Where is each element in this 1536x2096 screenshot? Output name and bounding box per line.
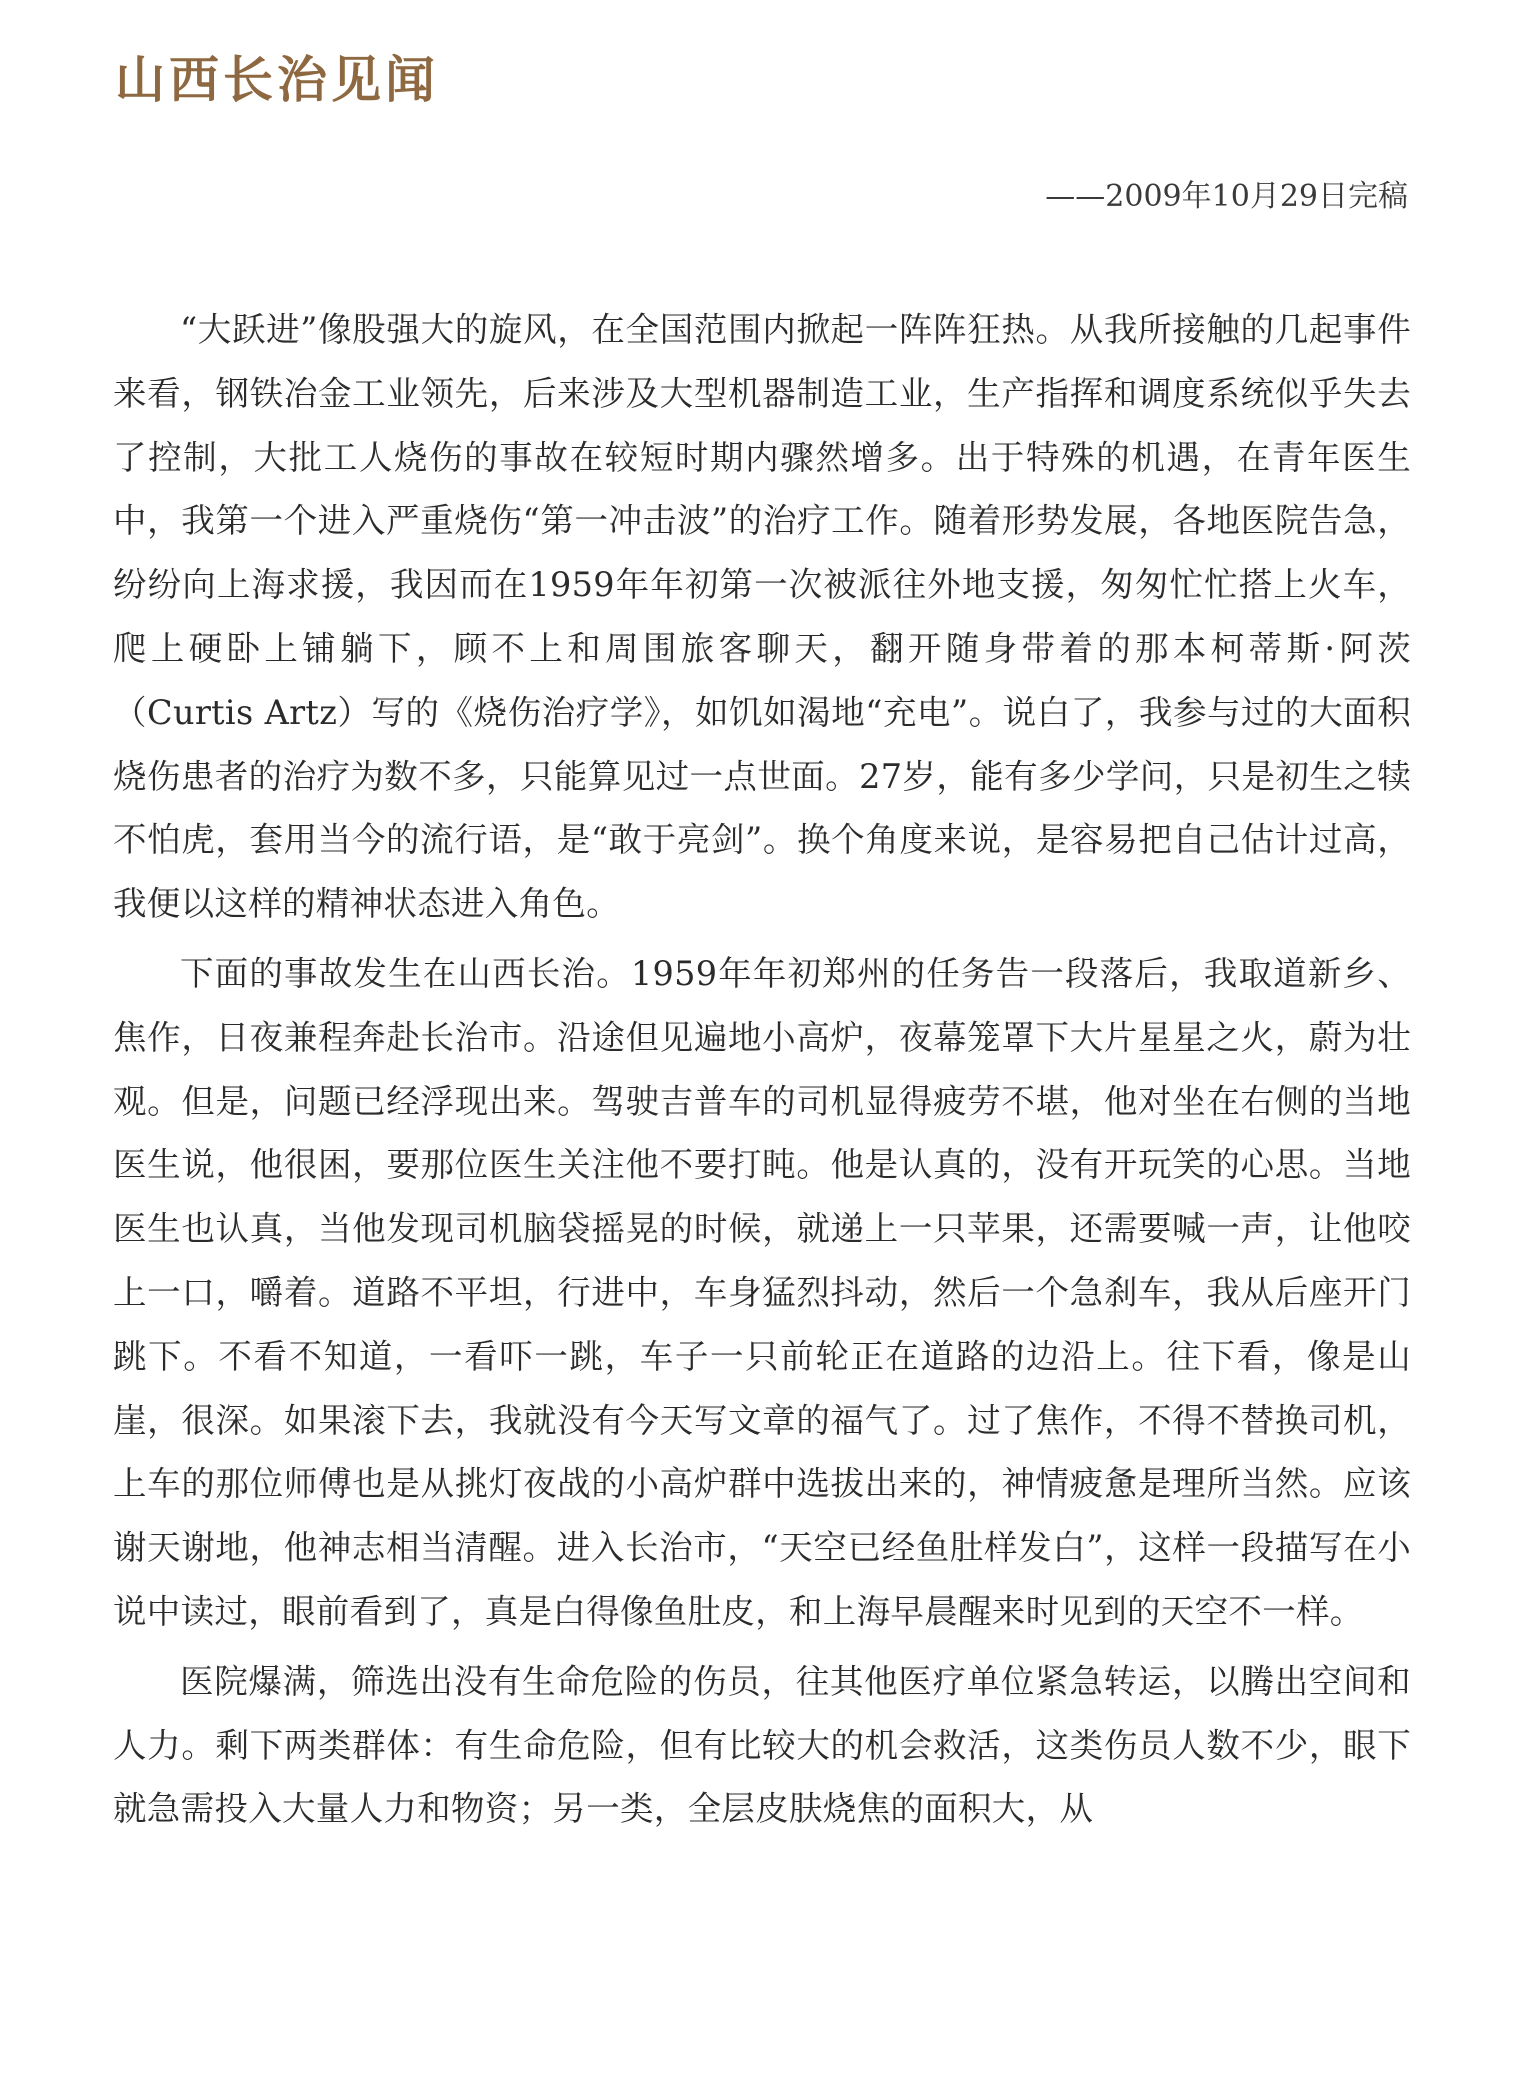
paragraph: “大跃进”像股强大的旋风，在全国范围内掀起一阵阵狂热。从我所接触的几起事件来看，钢铁冶金工业领先，后来涉及大型机器制造工业，生产指挥和调度系统似乎失去了控制，大批工人烧伤的事故在较短时期内骤然增多。出于特殊的机遇，在青年医生中，我第一个进入严重烧伤“第一冲击波”的治疗工作。随着形势发展，各地医院告急，纷纷向上海求援，我因而在1959年年初第一次被派往外地支援，匆匆忙忙搭上火车，爬上硬卧上铺躺下，顾不上和周围旅客聊天，翻开随身带着的那本柯蒂斯·阿茨（Curtis Artz）写的《烧伤治疗学》，如饥如渴地“充电”。说白了，我参与过的大面积烧伤患者的治疗为数不多，只能算见过一点世面。27岁，能有多少学问，只是初生之犊不怕虎，套用当今的流行语，是“敢于亮剑”。换个角度来说，是容易把自己估计过高，我便以这样的精神状态进入角色。 <box>113 310 1411 924</box>
body-text <box>113 298 1411 1847</box>
paragraph: 下面的事故发生在山西长治。1959年年初郑州的任务告一段落后，我取道新乡、焦作，日夜兼程奔赴长治市。沿途但见遍地小高炉，夜幕笼罩下大片星星之火，蔚为壮观。但是，问题已经浮现出来。驾驶吉普车的司机显得疲劳不堪，他对坐在右侧的当地医生说，他很困，要那位医生关注他不要打盹。他是认真的，没有开玩笑的心思。当地医生也认真，当他发现司机脑袋摇晃的时候，就递上一只苹果，还需要喊一声，让他咬上一口，嚼着。道路不平坦，行进中，车身猛烈抖动，然后一个急刹车，我从后座开门跳下。不看不知道，一看吓一跳，车子一只前轮正在道路的边沿上。往下看，像是山崖，很深。如果滚下去，我就没有今天写文章的福气了。过了焦作，不得不替换司机，上车的那位师傅也是从挑灯夜战的小高炉群中选拔出来的，神情疲惫是理所当然。应该谢天谢地，他神志相当清醒。进入长治市，“天空已经鱼肚样发白”，这样一段描写在小说中读过，眼前看到了，真是白得像鱼肚皮，和上海早晨醒来时见到的天空不一样。 <box>113 953 1411 1631</box>
completion-dateline: ——2009年10月29日完稿 <box>1045 179 1408 214</box>
paragraph: 医院爆满，筛选出没有生命危险的伤员，往其他医疗单位紧急转运，以腾出空间和人力。剩下两类群体：有生命危险，但有比较大的机会救活，这类伤员人数不少，眼下就急需投入大量人力和物资；另一类，全层皮肤烧焦的面积大，从 <box>113 1661 1411 1829</box>
chapter-title: 山西长治见闻 <box>115 50 439 109</box>
